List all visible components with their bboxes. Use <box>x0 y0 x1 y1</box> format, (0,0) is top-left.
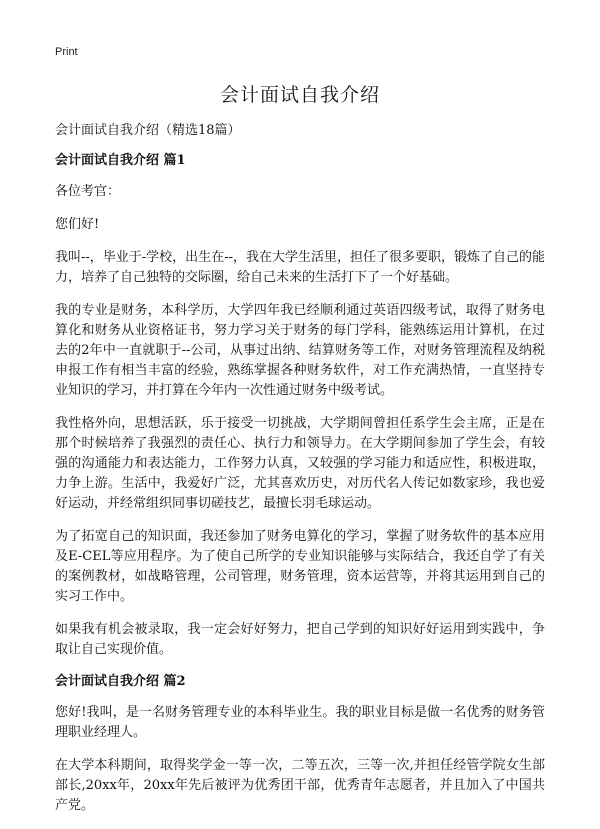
section-heading-2: 会计面试自我介绍 篇2 <box>55 674 186 689</box>
paragraph-knowledge: 为了拓宽自己的知识面，我还参加了财务电算化的学习，掌握了财务软件的基本应用及E-CEL等应用程序。为了使自己所学的专业知识能够与实际结合，我还自学了有关的案例教材，如战略管理，公司管理，财务管理，资本运营等，并将其运用到自己的实习工作中。 <box>55 529 545 604</box>
paragraph-greeting: 各位考官： <box>55 184 121 199</box>
paragraph-achievements: 在大学本科期间，取得奖学金一等一次，二等五次，三等一次,并担任经管学院女生部部长,20xx年，20xx年先后被评为优秀团干部，优秀青年志愿者，并且加入了中国共产党。 <box>55 758 545 813</box>
paragraph-major: 我的专业是财务，本科学历，大学四年我已经顺利通过英语四级考试，取得了财务电算化和财务从业资格证书，努力学习关于财务的每门学科，能熟练运用计算机，在过去的2年中一直就职于--公司，从事过出纳、结算财务等工作，对财务管理流程及纳税申报工作有相当丰富的经验，熟练掌握各种财务软件，对工作充满热情，一直坚持专业知识的学习，并打算在今年内一次性通过财务中级考试。 <box>55 303 545 398</box>
section-heading-1: 会计面试自我介绍 篇1 <box>55 153 186 168</box>
paragraph-intro: 我叫--，毕业于-学校，出生在--，我在大学生活里，担任了很多要职，锻炼了自己的能力，培养了自己独特的交际圈，给自己未来的生活打下了一个好基础。 <box>55 250 545 285</box>
paragraph-career-goal: 您好!我叫，是一名财务管理专业的本科毕业生。我的职业目标是做一名优秀的财务管理职业经理人。 <box>55 705 545 740</box>
print-label: Print <box>55 46 78 58</box>
document-subtitle: 会计面试自我介绍（精选18篇） <box>55 123 241 138</box>
paragraph-closing: 如果我有机会被录取，我一定会好好努力，把自己学到的知识好好运用到实践中，争取让自己实现价值。 <box>55 622 545 657</box>
paragraph-hello: 您们好! <box>55 217 100 232</box>
document-body <box>55 122 545 829</box>
paragraph-personality: 我性格外向，思想活跃，乐于接受一切挑战，大学期间曾担任系学生会主席，正是在那个时候培养了我强烈的责任心、执行力和领导力。在大学期间参加了学生会，有较强的沟通能力和表达能力，工作努力认真，又较强的学习能力和适应性，积极进取，力争上游。生活中，我爱好广泛，尤其喜欢历史，对历代名人传记如数家珍，我也爱好运动，并经常组织同事切磋技艺，最擅长羽毛球运动。 <box>55 416 545 511</box>
document-title: 会计面试自我介绍 <box>219 84 380 106</box>
